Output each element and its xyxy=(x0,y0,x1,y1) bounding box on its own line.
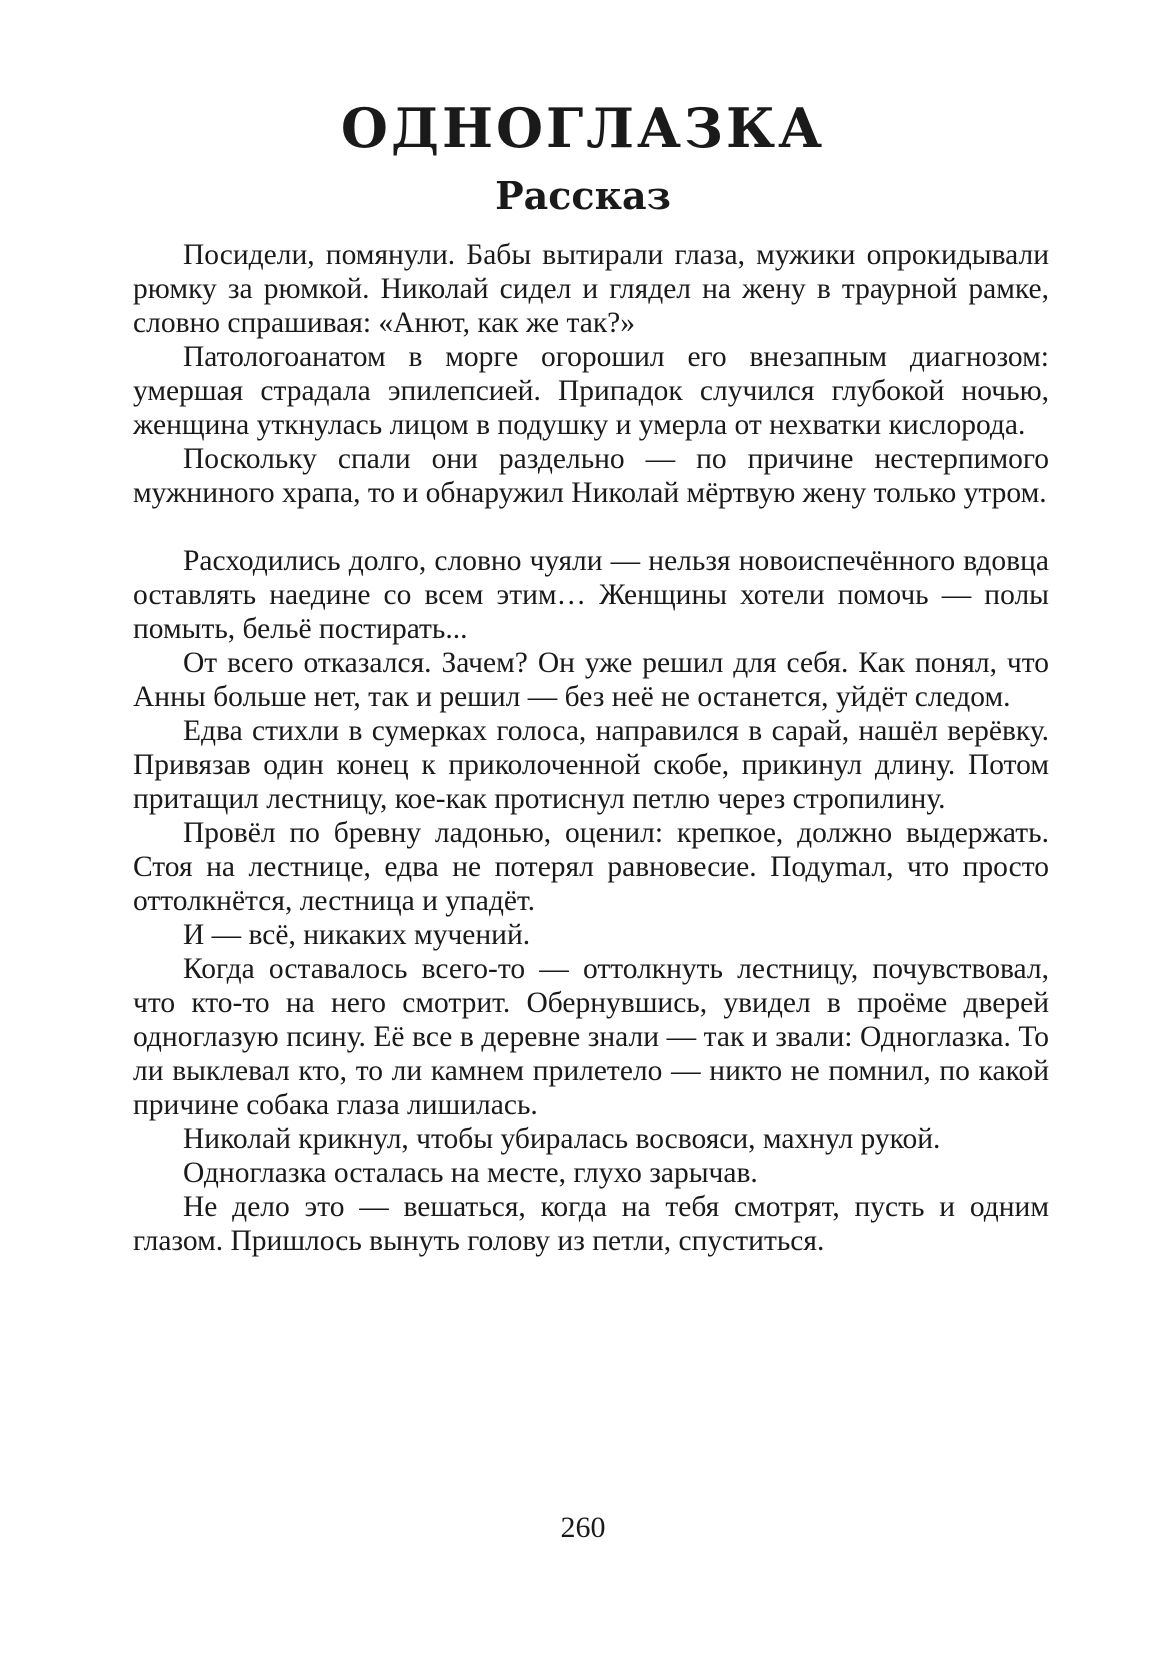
paragraph: От всего отказался. Зачем? Он уже решил для себя. Как понял, что Анны больше нет, так и решил — без неё не останется, уйдёт следом. xyxy=(133,647,1049,713)
story-body xyxy=(133,238,1049,1258)
paragraph: Расходились долго, словно чуяли — нельзя новоиспечённого вдовца оставлять наедине со всем этим… Женщины хотели помочь — полы помыть, бельё постирать... xyxy=(133,545,1049,645)
paragraph: И — всё, никаких мучений. xyxy=(183,919,531,951)
paragraph: Посидели, помянули. Бабы вытирали глаза, мужики опрокидывали рюмку за рюмкой. Николай сидел и глядел на жену в траурной рамке, словно спрашивая: «Анют, как же так?» xyxy=(133,239,1049,339)
page-number: 260 xyxy=(560,1511,606,1544)
paragraph: Когда оставалось всего-то — оттолкнуть лестницу, почувствовал, что кто-то на него смотрит. Обернувшись, увидел в проёме дверей одноглазую псину. Её все в деревне знали — так и звали: Одноглазка. То ли выклевал кто, то ли камнем прилетело — никто не помнил, по какой причине собака глаза лишилась. xyxy=(133,953,1049,1121)
story-title: ОДНОГЛАЗКА xyxy=(340,96,826,160)
paragraph: Едва стихли в сумерках голоса, направился в сарай, нашёл верёвку. Привязав один конец к приколоченной скобе, прикинул длину. Потом притащил лестницу, кое-как протиснул петлю через стропилину. xyxy=(133,715,1049,815)
story-subtitle: Рассказ xyxy=(495,173,671,218)
paragraph: Поскольку спали они раздельно — по причине нестерпимого мужниного храпа, то и обнаружил Николай мёртвую жену только утром. xyxy=(133,443,1049,509)
paragraph: Не дело это — вешаться, когда на тебя смотрят, пусть и одним глазом. Пришлось вынуть голову из петли, спуститься. xyxy=(133,1191,1049,1257)
paragraph: Одноглазка осталась на месте, глухо зарычав. xyxy=(183,1157,758,1189)
paragraph: Патологоанатом в морге огорошил его внезапным диагнозом: умершая страдала эпилепсией. Припадок случился глубокой ночью, женщина уткнулась лицом в подушку и умерла от нехватки кислорода. xyxy=(133,341,1049,441)
paragraph: Провёл по бревну ладонью, оценил: крепкое, должно выдержать. Стоя на лестнице, едва не потерял равновесие. Подуmал, что просто оттолкнётся, лестница и упадёт. xyxy=(133,817,1049,917)
paragraph: Николай крикнул, чтобы убиралась восвояси, махнул рукой. xyxy=(183,1123,941,1155)
